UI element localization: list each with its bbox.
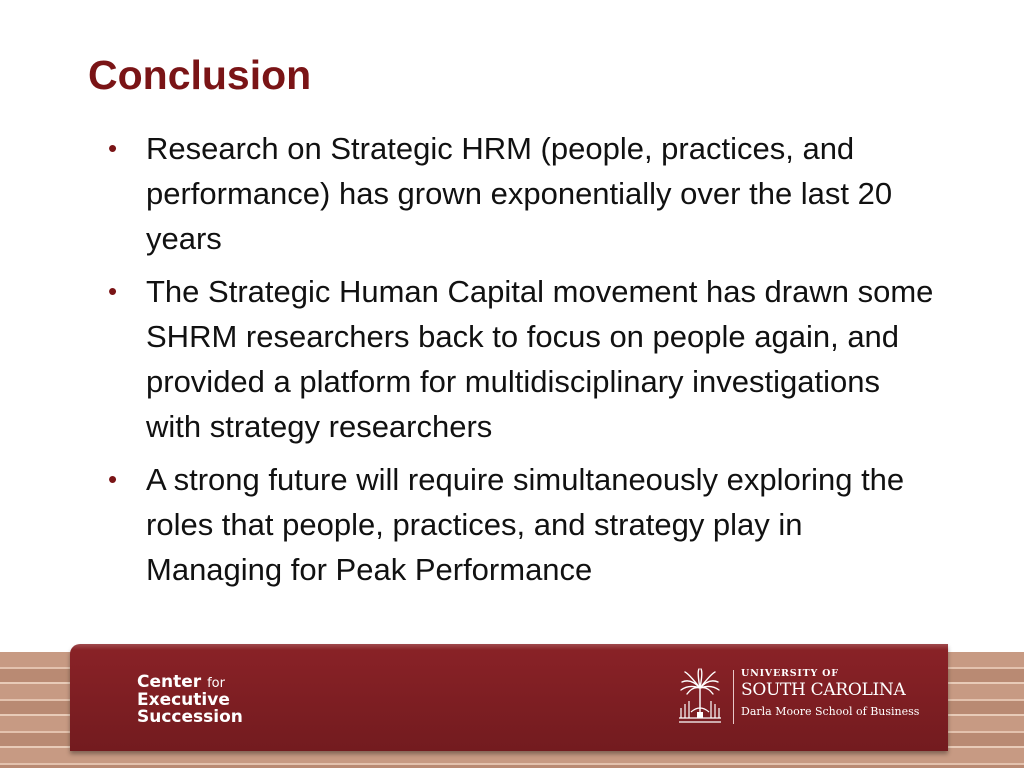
usc-south-carolina: SOUTH CAROLINA — [741, 680, 906, 700]
usc-university-of: UNIVERSITY OF — [741, 668, 839, 679]
bullet-item — [108, 126, 938, 261]
bullet-item — [108, 457, 938, 592]
footer-banner — [70, 644, 948, 751]
ces-logo-line3: Succession — [137, 707, 243, 727]
ces-logo-line1-small: for — [207, 676, 225, 691]
bullet-text: The Strategic Human Capital movement has drawn some SHRM researchers back to focus on people again, and provided a platform for multidisciplinary investigations with strategy researchers — [146, 274, 934, 444]
bullet-text: Research on Strategic HRM (people, practices, and performance) has grown exponentially over the last 20 years — [146, 131, 893, 256]
ces-logo-line2: Executive — [137, 690, 230, 710]
bullet-item — [108, 269, 938, 449]
usc-logo — [675, 668, 945, 728]
center-for-executive-succession-logo — [137, 674, 243, 726]
usc-logo-divider — [733, 670, 734, 724]
bullet-icon: • — [108, 276, 118, 306]
bullet-icon: • — [108, 133, 118, 163]
slide-title: Conclusion — [88, 52, 312, 98]
bullet-text: A strong future will require simultaneously exploring the roles that people, practices, and strategy play in Managing for Peak Performance — [146, 462, 905, 587]
palmetto-tree-icon — [675, 668, 725, 726]
bullet-list — [108, 126, 938, 600]
bullet-icon: • — [108, 464, 118, 494]
usc-school-name: Darla Moore School of Business — [741, 705, 920, 718]
usc-wordmark — [741, 668, 919, 720]
ces-logo-line1: Center — [137, 672, 202, 692]
